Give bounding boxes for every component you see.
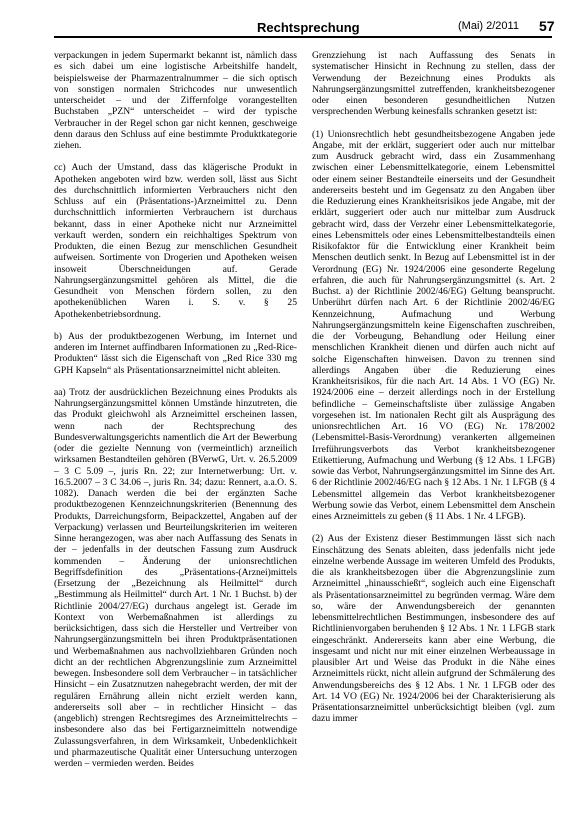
paragraph: verpackungen in jedem Supermarkt bekannt ist, nämlich dass es sich dabei um eine logistische Arbeitshilfe handelt, beispielsweise der Pharmazentralnummer – die sich optisch von sonstigen normalen Strichcodes nur unwesentlich unterscheidet – und der Ziffernfolge vorangestellten Buchstaben „PZN“ unterscheidet – wird der typische Verbraucher in der Regel schon gar nicht kennen, geschweige denn daraus den Schluss auf eine bestimmte Produktkategorie ziehen. xyxy=(54,50,297,151)
left-column xyxy=(54,50,297,812)
issue-label: (Mai) 2/2011 xyxy=(458,20,519,32)
section-title: Rechtsprechung xyxy=(257,20,360,35)
paragraph: aa) Trotz der ausdrücklichen Bezeichnung eines Produkts als Nahrungsergänzungsmittel können Umstände hinzutreten, die das Produkt gleichwohl als Arzneimittel erscheinen lassen, wenn nach der Rechtsprechung des Bundesverwaltungsgerichts namentlich die Art der Bewerbung (oder die gezielte Nennung von (vermeintlich) arzneilich wirksamen Bestandteilen gehören (BVerwG, Urt. v. 26.5.2009 – 3 C 5.09 –, juris Rn. 22; zur Internetwerbung: Urt. v. 16.5.2007 – 3 C 34.06 –, juris Rn. 34; dazu: Rennert, a.a.O. S. 1082). Danach werden die bei der ergänzten Sache produktbezogenen Kennzeichnungskriterien (Benennung des Produkts, Darreichungsform, Beipackzettel, Angaben auf der Verpackung) verlassen und Beurteilungskriterien im weiteren Sinne herangezogen, was aber nach Auffassung des Senats in der – jedenfalls in der deutschen Fassung zum Ausdruck kommenden – Änderung der unionsrechtlichen Begriffsdefinition des „Präsentations-(Arznei)mittels (Ersetzung der „Bezeichnung als Heilmittel“ durch „Bestimmung als Heilmittel“ durch Art. 1 Nr. 1 Buchst. b) der Richtlinie 2004/27/EG) durchaus angelegt ist. Gerade im Kontext von Werbemaßnahmen ist allerdings zu berücksichtigen, dass sich die Hersteller und Vertreiber von Nahrungsergänzungsmitteln bei ihren Produktpräsentationen und Werbemaßnahmen aus nachvollziehbaren Gründen noch dicht an der rechtlichen Abgrenzungslinie zum Arzneimittel bewegen. Insbesondere soll dem Verbraucher – in tatsächlicher Hinsicht – ein Zusatznutzen nahegebracht werden, der mit der regulären Ernährung allein nicht erzielt werden kann, andererseits soll aber – in rechtlicher Hinsicht – das (angeblich) strengen Rechtsregimes des Arzneimittelrechts – insbesondere also das bei Fertigarzneimitteln notwendige Zulassungsverfahren, in dem Wirksamkeit, Unbedenklichkeit und pharmazeutische Qualität einer Untersuchung unterzogen werden – vermieden werden. Beides xyxy=(54,386,297,769)
page-number: 57 xyxy=(539,18,555,34)
header-rule xyxy=(54,36,552,38)
right-column xyxy=(312,50,555,812)
paragraph: (2) Aus der Existenz dieser Bestimmungen lässt sich nach Einschätzung des Senats ableiten, dass jedenfalls nicht jede einzelne werbende Aussage im weiteren Umfeld des Produkts, die als krankheitsbezogen über die Abgrenzungslinie zum Arzneimittel „hinausschießt“, sogleich auch eine Eigenschaft als Präsentationsarzneimittel zu begründen vermag. Wäre dem so, wäre der Anwendungsbereich der genannten lebensmittelrechtlichen Bestimmungen, insbesondere des auf Richtlinienvorgaben beruhenden § 12 Abs. 1 Nr. 1 LFGB stark eingeschränkt. Andererseits kann aber eine Werbung, die insgesamt und nicht nur mit einer einzelnen Werbeaussage in plausibler Art und Weise das Produkt in die Nähe eines Arzneimittels rückt, nicht allein aufgrund der Schmälerung des Anwendungsbereichs des § 12 Abs. 1 Nr. 1 LFGB oder des Art. 14 VO (EG) Nr. 1924/2006 bei der Charakterisierung als Präsentationsarzneimittel unberücksichtigt bleiben (vgl. zum dazu immer xyxy=(312,533,555,725)
paragraph: b) Aus der produktbezogenen Werbung, im Internet und anderen im Internet auffindbaren Informationen zu „Red-Rice-Produkten“ lässt sich die Eigenschaft von „Red Rice 330 mg GPH Kapseln“ als Präsentationsarzneimittel nicht ableiten. xyxy=(54,330,297,376)
paragraph: (1) Unionsrechtlich hebt gesundheitsbezogene Angaben jede Angabe, mit der erklärt, suggeriert oder auch nur mittelbar zum Ausdruck gebracht wird, dass ein Zusammenhang zwischen einer Lebensmittelkategorie, einem Lebensmittel oder einem seiner Bestandteile einerseits und der Gesundheit andererseits besteht und im Gegensatz zu den Angaben über die Reduzierung eines Krankheitsrisikos jede Angabe, mit der erklärt, suggeriert oder auch nur mittelbar zum Ausdruck gebracht wird, dass der Verzehr einer Lebensmittelkategorie, eines Lebensmittels oder eines Lebensmittelbestandteils einen Risikofaktor für die Entwicklung einer Krankheit beim Menschen deutlich senkt. In Bezug auf Lebensmittel ist in der Verordnung (EG) Nr. 1924/2006 eine gesonderte Regelung erfahren, die auch für Nahrungsergänzungsmittel (s. Art. 2 Buchst. a) der Richtlinie 2002/46/EG) Geltung beansprucht. Unberührt dürfen nach Art. 6 der Richtlinie 2002/46/EG Kennzeichnung, Aufmachung und Werbung Nahrungsergänzungsmitteln keine Eigenschaften zuschreiben, die der Vorbeugung, Behandlung oder Heilung einer menschlichen Krankheit dienen und dürfen auch nicht auf solche Eigenschaften hinweisen. Davon zu trennen sind allerdings Angaben über die Reduzierung eines Krankheitsrisikos, für die nach Art. 14 Abs. 1 VO (EG) Nr. 1924/2006 eine – derzeit allerdings noch in der Erstellung befindliche – Gemeinschaftsliste über zulässige Angaben vorgesehen ist. Im nationalen Recht gilt als Ausprägung des unionsrechtlichen Art. 16 VO (EG) Nr. 178/2002 (Lebensmittel-Basis-Verordnung) verankerten allgemeinen Irreführungsverbots das Verbot krankheitsbezogener Etikettierung, Aufmachung und Werbung (§ 12 Abs. 1 LFGB) sowie das Verbot, Nahrungsergänzungsmittel im Sinne des Art. 6 der Richtlinie 2002/46/EG nach § 12 Abs. 1 Nr. 1 LFGB (§ 4 Lebensmittel allgemein das Verbot krankheitsbezogener Werbung sowie das Verbot, einem Lebensmittel dem Anschein eines Arzneimittels zu geben (§ 11 Abs. 1 Nr. 4 LFGB). xyxy=(312,128,555,522)
page-header xyxy=(0,0,588,48)
paragraph: cc) Auch der Umstand, dass das klägerische Produkt in Apotheken angeboten wird bzw. werden soll, lässt aus Sicht des durchschnittlich informierten Verbrauchers nicht den Schluss auf ein (Präsentations-)Arzneimittel zu. Denn durchschnittlich informierten Verbrauchern ist durchaus bekannt, dass in einer Apotheke nicht nur Arzneimittel verkauft werden, sondern ein reichhaltiges Spektrum von Produkten, die einen Bezug zur menschlichen Gesundheit aufweisen. Sortimente von Drogerien und Apotheken weisen insoweit Überschneidungen auf. Gerade Nahrungsergänzungsmittel gehören als Mittel, die die Gesundheit von Menschen fördern sollen, zu den apothekenüblichen Waren i. S. v. § 25 Apothekenbetriebsordnung. xyxy=(54,162,297,320)
paragraph: Grenzziehung ist nach Auffassung des Senats in systematischer Hinsicht in Rechnung zu stellen, dass der Verwendung der Bezeichnung eines Produkts als Nahrungsergänzungsmittel zutreffenden, krankheitsbezogener oder einen besonderen gesundheitlichen Nutzen versprechenden Werbung keinesfalls schranken gesetzt ist: xyxy=(312,50,555,118)
